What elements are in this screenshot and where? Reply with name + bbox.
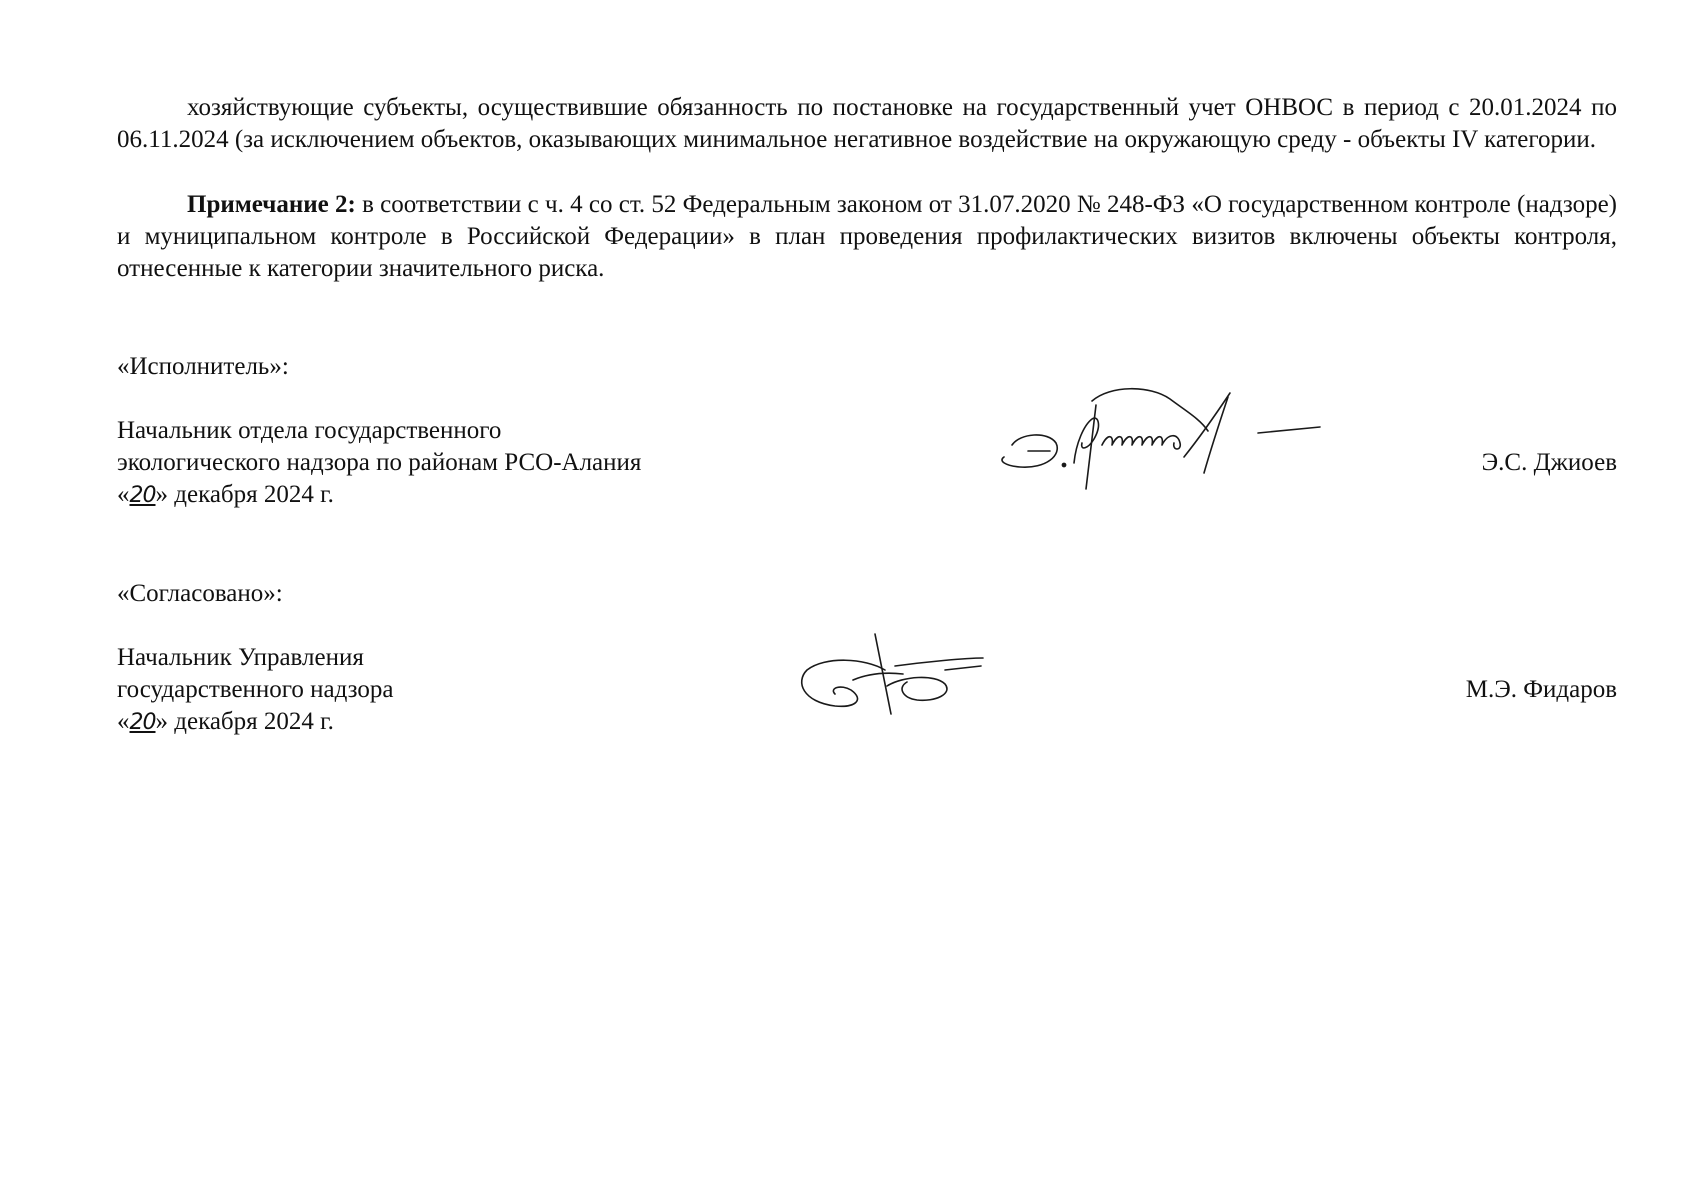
approved-date bbox=[117, 706, 334, 739]
executor-date-rest: » декабря 2024 г. bbox=[155, 481, 334, 508]
executor-date-open: « bbox=[117, 481, 130, 508]
note-2-text: в соответствии с ч. 4 со ст. 52 Федеральным законом от 31.07.2020 № 248-ФЗ «О государственном контроле (надзоре) и муниципальном контроле в Российской Федерации» в план проведения профилактических визитов включены объекты контроля, отнесенные к категории значительного риска. bbox=[117, 191, 1617, 282]
executor-position-line-2: экологического надзора по районам РСО-Алания bbox=[117, 449, 642, 476]
paragraph-note-2 bbox=[117, 189, 1617, 285]
approved-name: М.Э. Фидаров bbox=[1465, 676, 1617, 703]
approved-date-day-handwritten: 20 bbox=[129, 710, 156, 735]
executor-date-day-handwritten: 20 bbox=[129, 483, 156, 508]
approved-position-line-2: государственного надзора bbox=[117, 676, 394, 703]
approved-label: «Согласовано»: bbox=[117, 580, 283, 607]
executor-date bbox=[117, 479, 334, 512]
paragraph-entities: хозяйствующие субъекты, осуществившие обязанность по постановке на государственный учет ОНВОС в период с 20.01.2024 по 06.11.2024 (за исключением объектов, оказывающих минимальное негативное воздействие на окружающую среду - объекты IV категории. bbox=[117, 94, 1617, 153]
approved-signature bbox=[795, 630, 995, 720]
approved-date-open: « bbox=[117, 708, 130, 735]
executor-position-line-1: Начальник отдела государственного bbox=[117, 417, 502, 444]
approved-position-line-1: Начальник Управления bbox=[117, 644, 364, 671]
approved-date-rest: » декабря 2024 г. bbox=[155, 708, 334, 735]
note-2-label: Примечание 2: bbox=[187, 191, 356, 218]
executor-name: Э.С. Джиоев bbox=[1481, 449, 1617, 476]
executor-label: «Исполнитель»: bbox=[117, 353, 289, 380]
executor-signature bbox=[990, 385, 1340, 495]
